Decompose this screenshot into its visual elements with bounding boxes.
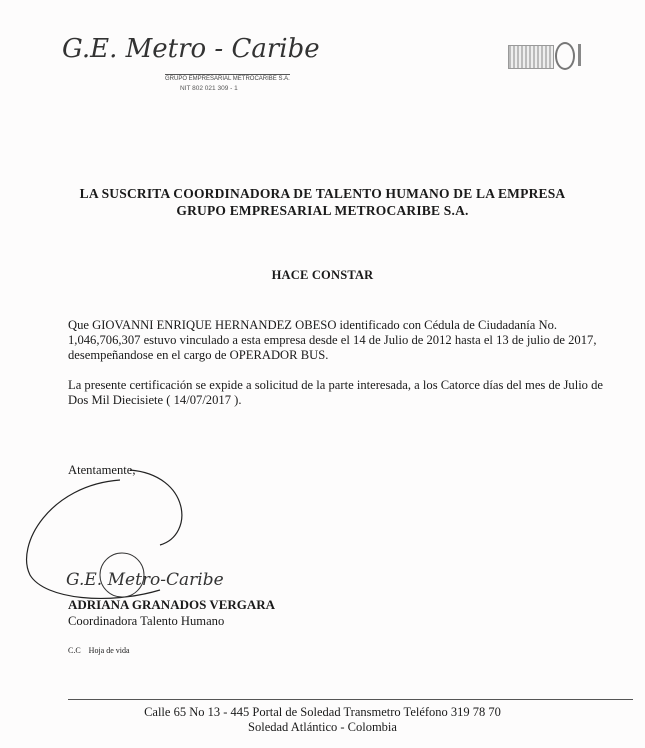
stamp-bar-icon — [578, 44, 581, 66]
document-title-line1: LA SUSCRITA COORDINADORA DE TALENTO HUMANO DE LA EMPRESA — [79, 186, 566, 201]
closing: Atentamente, — [68, 463, 136, 477]
footer-location: Soledad Atlántico - Colombia — [248, 720, 397, 734]
company-nit: NIT 802 021 309 - 1 — [180, 85, 238, 92]
signer-name: ADRIANA GRANADOS VERGARA — [68, 597, 276, 612]
footer-address: Calle 65 No 13 - 445 Portal de Soledad Transmetro Teléfono 319 78 70 — [144, 705, 501, 719]
company-logo: G.E. Metro - Caribe — [62, 34, 320, 64]
paragraph-1-line2: 1,046,706,307 estuvo vinculado a esta empresa desde el 14 de Julio de 2012 hasta el 13 de julio de 2017, — [68, 333, 597, 347]
paragraph-2-line1: La presente certificación se expide a solicitud de la parte interesada, a los Catorce días del mes de Julio de — [68, 378, 604, 392]
document-heading: HACE CONSTAR — [271, 268, 374, 282]
signature-stamp: G.E. Metro-Caribe — [66, 570, 224, 590]
paragraph-1-line1: Que GIOVANNI ENRIQUE HERNANDEZ OBESO identificado con Cédula de Ciudadanía No. — [68, 318, 558, 332]
certification-stamp-icon — [508, 45, 554, 69]
logo-subtitle: GRUPO EMPRESARIAL METROCARIBE S.A. — [165, 76, 290, 82]
cc-note: C.C Hoja de vida — [68, 646, 130, 655]
signer-role: Coordinadora Talento Humano — [68, 614, 225, 628]
footer-divider — [68, 699, 633, 700]
paragraph-2-line2: Dos Mil Diecisiete ( 14/07/2017 ). — [68, 393, 242, 407]
signature-scribble-icon — [10, 465, 210, 615]
document-title-line2: GRUPO EMPRESARIAL METROCARIBE S.A. — [176, 203, 469, 218]
certification-seal-icon — [555, 42, 575, 70]
paragraph-1-line3: desempeñandose en el cargo de OPERADOR BUS. — [68, 348, 329, 362]
